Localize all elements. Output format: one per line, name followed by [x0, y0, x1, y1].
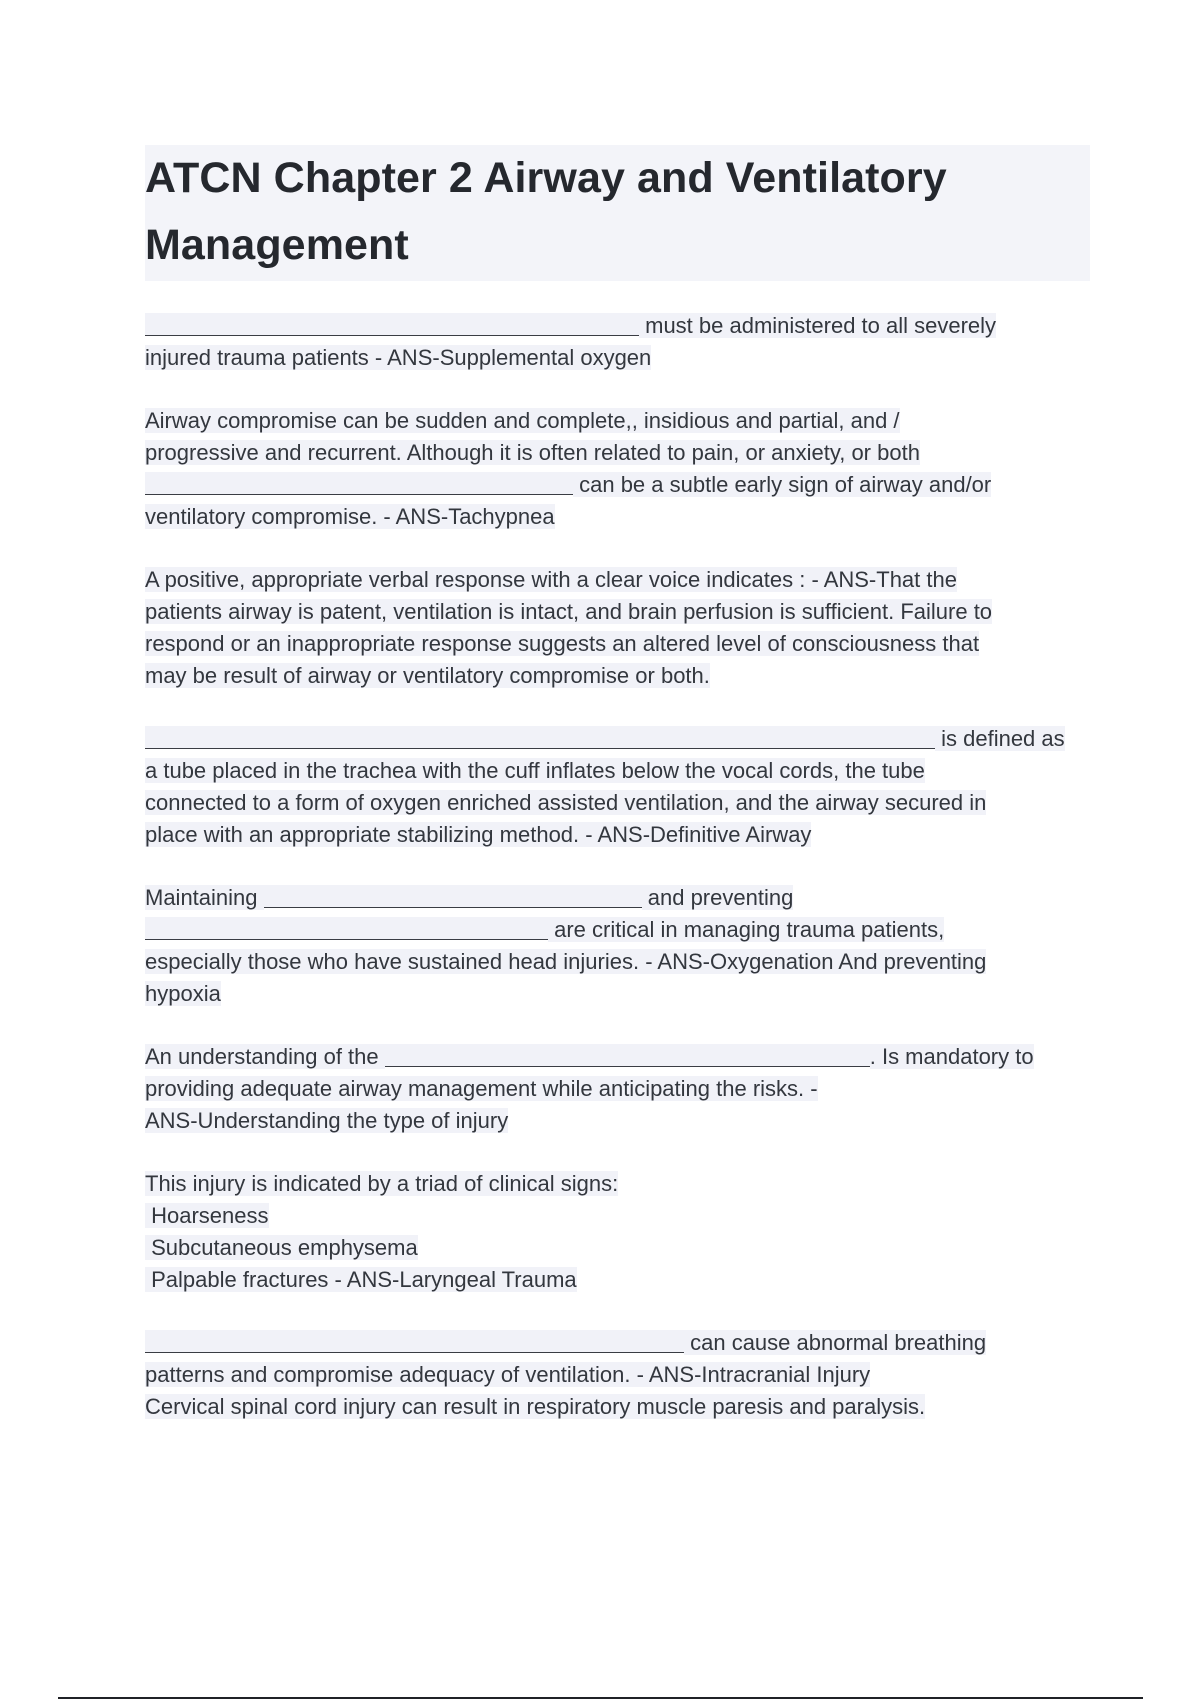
qa-line — [145, 723, 1095, 755]
qa-text: patterns and compromise adequacy of ventilation. - ANS-Intracranial Injury — [145, 1362, 871, 1387]
qa-line — [145, 1232, 1095, 1264]
qa-text: is defined as — [935, 726, 1065, 751]
qa-line — [145, 660, 1095, 692]
qa-line — [145, 628, 1095, 660]
qa-line — [145, 978, 1095, 1010]
qa-line — [145, 882, 1095, 914]
title-line-2: Management — [145, 221, 409, 269]
qa-text: providing adequate airway management while anticipating the risks. - — [145, 1076, 818, 1101]
qa-text: ANS-Understanding the type of injury — [145, 1108, 509, 1133]
qa-item-definitive-airway — [145, 723, 1095, 851]
qa-line — [145, 501, 1095, 533]
title-block — [145, 145, 1090, 281]
fill-in-blank — [385, 1044, 870, 1067]
document-body — [145, 310, 1095, 1454]
qa-text: especially those who have sustained head injuries. - ANS-Oxygenation And preventing — [145, 949, 987, 974]
qa-text: place with an appropriate stabilizing method. - ANS-Definitive Airway — [145, 822, 812, 847]
qa-item-tachypnea — [145, 405, 1095, 533]
qa-text: Airway compromise can be sudden and complete,, insidious and partial, and / — [145, 408, 900, 433]
qa-line — [145, 819, 1095, 851]
qa-text: may be result of airway or ventilatory compromise or both. — [145, 663, 710, 688]
qa-text: A positive, appropriate verbal response with a clear voice indicates : - ANS-That the — [145, 567, 957, 592]
qa-text: can be a subtle early sign of airway and/or — [573, 472, 992, 497]
qa-line — [145, 755, 1095, 787]
qa-text: Maintaining — [145, 885, 264, 910]
qa-line — [145, 1359, 1095, 1391]
qa-text: hypoxia — [145, 981, 221, 1006]
fill-in-blank — [145, 313, 639, 336]
qa-line — [145, 596, 1095, 628]
qa-line — [145, 1327, 1095, 1359]
qa-line — [145, 469, 1095, 501]
qa-text: respond or an inappropriate response suggests an altered level of consciousness that — [145, 631, 980, 656]
footer-divider — [58, 1697, 1143, 1699]
qa-line — [145, 787, 1095, 819]
qa-text: . Is mandatory to — [869, 1044, 1034, 1069]
fill-in-blank — [145, 1330, 684, 1353]
fill-in-blank — [264, 885, 642, 908]
fill-in-blank — [145, 472, 573, 495]
qa-text: Subcutaneous emphysema — [145, 1235, 418, 1260]
qa-line — [145, 1264, 1095, 1296]
qa-text: are critical in managing trauma patients, — [548, 917, 945, 942]
qa-line — [145, 1105, 1095, 1137]
qa-line — [145, 310, 1095, 342]
qa-item-verbal-response — [145, 564, 1095, 692]
qa-text: progressive and recurrent. Although it is often related to pain, or anxiety, or both — [145, 440, 920, 465]
qa-text: Palpable fractures - ANS-Laryngeal Trauma — [145, 1267, 577, 1292]
qa-text: injured trauma patients - ANS-Supplemental oxygen — [145, 345, 652, 370]
qa-line — [145, 1041, 1095, 1073]
fill-in-blank — [145, 726, 935, 749]
qa-text: connected to a form of oxygen enriched assisted ventilation, and the airway secured in — [145, 790, 987, 815]
qa-item-laryngeal-trauma — [145, 1168, 1095, 1296]
qa-line — [145, 1073, 1095, 1105]
qa-line — [145, 914, 1095, 946]
qa-text: a tube placed in the trachea with the cuff inflates below the vocal cords, the tube — [145, 758, 925, 783]
qa-text: patients airway is patent, ventilation is intact, and brain perfusion is sufficient. Failure to — [145, 599, 993, 624]
qa-line — [145, 1391, 1095, 1423]
qa-text: Cervical spinal cord injury can result in respiratory muscle paresis and paralysis. — [145, 1394, 926, 1419]
qa-text: and preventing — [641, 885, 794, 910]
qa-line — [145, 1200, 1095, 1232]
qa-item-type-of-injury — [145, 1041, 1095, 1137]
qa-text: An understanding of the — [145, 1044, 385, 1069]
document-title — [145, 145, 1090, 279]
qa-text: ventilatory compromise. - ANS-Tachypnea — [145, 504, 555, 529]
qa-line — [145, 342, 1095, 374]
qa-text: can cause abnormal breathing — [684, 1330, 987, 1355]
qa-text: Hoarseness — [145, 1203, 269, 1228]
qa-item-supplemental-oxygen — [145, 310, 1095, 374]
qa-line — [145, 437, 1095, 469]
qa-line — [145, 1168, 1095, 1200]
qa-line — [145, 564, 1095, 596]
qa-item-oxygenation — [145, 882, 1095, 1010]
fill-in-blank — [145, 917, 548, 940]
qa-line — [145, 946, 1095, 978]
title-line-1: ATCN Chapter 2 Airway and Ventilatory — [145, 154, 947, 202]
qa-item-intracranial-injury — [145, 1327, 1095, 1423]
qa-line — [145, 405, 1095, 437]
qa-text: must be administered to all severely — [639, 313, 997, 338]
qa-text: This injury is indicated by a triad of clinical signs: — [145, 1171, 619, 1196]
